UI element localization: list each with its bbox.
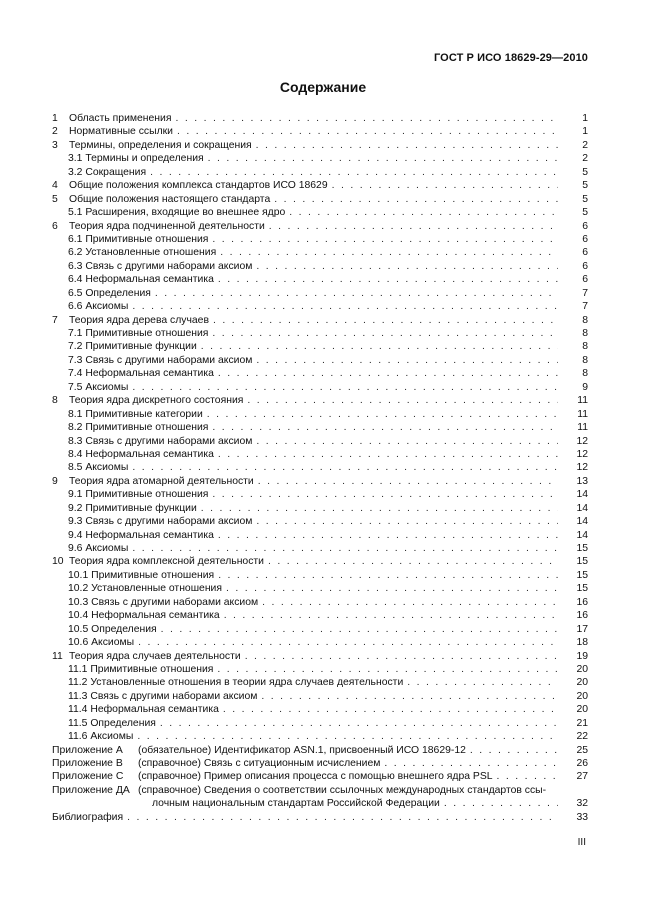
dot-leader: [127, 811, 558, 824]
appendix-title: (справочное) Пример описания процесса с помощью внешнего ядра PSL: [138, 771, 493, 783]
toc-subentry: [52, 152, 588, 165]
section-number: 2: [52, 126, 58, 138]
table-of-contents: [52, 112, 588, 824]
page-ref: 8: [582, 354, 588, 366]
dot-leader: [212, 327, 558, 340]
section-number: 8: [52, 395, 58, 407]
entry-title-line: [52, 811, 558, 824]
entry-title-line: [68, 233, 558, 246]
dot-leader: [268, 555, 558, 568]
toc-subentry: [52, 703, 588, 716]
toc-subentry: [52, 623, 588, 636]
dot-leader: [218, 529, 558, 542]
entry-title: 9.6 Аксиомы: [68, 543, 129, 554]
page-ref: 6: [582, 233, 588, 245]
dot-leader: [150, 166, 558, 179]
page-title: Содержание: [279, 79, 367, 95]
toc-subentry: [52, 529, 588, 542]
toc-subentry: [52, 408, 588, 421]
entry-title-line: [68, 609, 558, 622]
appendix-line-continued: [152, 797, 558, 810]
section-number: 11: [52, 650, 63, 662]
appendix-entry: [52, 744, 588, 757]
toc-subentry: [52, 582, 588, 595]
entry-title: Нормативные ссылки: [69, 126, 173, 138]
page-ref: 15: [576, 556, 588, 568]
appendix-title: (обязательное) Идентификатор ASN.1, присвоенный ИСО 18629-12: [138, 744, 466, 756]
dot-leader: [132, 461, 558, 474]
entry-title-line: [68, 408, 558, 421]
entry-title: 6.2 Установленные отношения: [68, 247, 217, 259]
page-ref: 20: [576, 677, 588, 689]
dot-leader: [218, 569, 558, 582]
toc-subentry: [52, 690, 588, 703]
toc-subentry: [52, 367, 588, 380]
dot-leader: [212, 488, 558, 501]
toc-subentry: [52, 542, 588, 555]
dot-leader: [226, 582, 558, 595]
appendix-entry: [52, 770, 588, 783]
entry-title: 7.2 Примитивные функции: [68, 341, 197, 353]
toc-subentry: [52, 327, 588, 340]
dot-leader: [212, 421, 558, 434]
entry-title-line: [68, 246, 558, 259]
dot-leader: [497, 770, 558, 783]
toc-entry: [52, 125, 588, 138]
entry-title: 11.6 Аксиомы: [68, 731, 134, 743]
page-ref: 5: [582, 166, 588, 178]
page-ref: 14: [576, 489, 588, 501]
entry-title: Теория ядра комплексной деятельности: [69, 556, 264, 568]
page-ref: 11: [577, 395, 588, 407]
dot-leader: [207, 408, 558, 421]
entry-title-line: [69, 555, 558, 568]
entry-title-line: [68, 502, 558, 515]
page-ref: 32: [576, 798, 588, 810]
toc-subentry: [52, 730, 588, 743]
entry-title-line: [68, 421, 558, 434]
page-ref: 2: [582, 153, 588, 165]
entry-title: Общие положения комплекса стандартов ИСО 18629: [69, 180, 328, 192]
entry-title-line: [68, 636, 558, 649]
entry-title-line: [68, 663, 558, 676]
page-ref: 16: [576, 610, 588, 622]
dot-leader: [137, 730, 558, 743]
entry-title: 6.1 Примитивные отношения: [68, 233, 209, 245]
appendix-line: [52, 770, 558, 783]
page-ref: 15: [576, 543, 588, 554]
dot-leader: [247, 394, 558, 407]
entry-title-line: [69, 139, 558, 152]
dot-leader: [175, 112, 558, 125]
dot-leader: [256, 435, 558, 448]
page-ref: 9: [582, 381, 588, 393]
toc-entry: [52, 475, 588, 488]
entry-title: 11.5 Определения: [68, 717, 156, 729]
dot-leader: [224, 609, 558, 622]
entry-title: 11.4 Неформальная семантика: [68, 704, 219, 716]
page-ref: 20: [576, 690, 588, 702]
toc-subentry: [52, 381, 588, 394]
entry-title: 7.1 Примитивные отношения: [68, 328, 209, 339]
entry-title-line: [68, 287, 558, 300]
page-ref: 8: [582, 341, 588, 353]
dot-leader: [212, 233, 558, 246]
dot-leader: [256, 139, 558, 152]
entry-title: 10.1 Примитивные отношения: [68, 569, 215, 581]
toc-entry: [52, 314, 588, 327]
entry-title-line: [69, 394, 558, 407]
page-number: III: [577, 837, 586, 848]
page-ref: 6: [582, 247, 588, 259]
appendix-label: Приложение С: [52, 771, 124, 783]
entry-title-line: [69, 650, 558, 663]
toc-entry: [52, 139, 588, 152]
toc-subentry: [52, 340, 588, 353]
section-number: 7: [52, 314, 58, 326]
dot-leader: [218, 448, 558, 461]
section-number: 5: [52, 193, 58, 205]
section-number: 1: [52, 113, 58, 124]
toc-subentry: [52, 435, 588, 448]
page-ref: 7: [582, 301, 588, 313]
dot-leader: [332, 179, 558, 192]
dot-leader: [217, 663, 558, 676]
appendix-title: (справочное) Связь с ситуационным исчислением: [138, 758, 381, 769]
toc-subentry: [52, 206, 588, 219]
page-ref: 11: [577, 422, 588, 434]
page-ref: 13: [576, 475, 588, 487]
entry-title-line: [68, 273, 558, 286]
appendix-line: [52, 757, 558, 770]
entry-title: 3.2 Сокращения: [68, 166, 147, 178]
page-ref: 1: [582, 126, 588, 138]
dot-leader: [223, 703, 558, 716]
dot-leader: [201, 340, 558, 353]
page-ref: 17: [576, 623, 588, 635]
entry-title: 6.5 Определения: [68, 287, 151, 299]
entry-title: 11.1 Примитивные отношения: [68, 663, 214, 675]
page-ref: 18: [576, 637, 588, 649]
dot-leader: [160, 717, 558, 730]
dot-leader: [256, 260, 558, 273]
page-ref: 27: [576, 771, 588, 783]
page-ref: 6: [582, 260, 588, 272]
page-ref: 8: [582, 368, 588, 380]
entry-title: 10.2 Установленные отношения: [68, 583, 222, 595]
section-number: 10: [52, 556, 64, 568]
entry-title-line: [69, 193, 558, 206]
page-ref: 19: [576, 650, 588, 662]
entry-title: 10.6 Аксиомы: [68, 637, 135, 649]
toc-subentry: [52, 663, 588, 676]
entry-title-line: [69, 125, 558, 138]
section-number: 3: [52, 139, 58, 151]
entry-title-line: [68, 623, 558, 636]
entry-title-line: [68, 300, 558, 313]
dot-leader: [470, 744, 558, 757]
entry-title: 9.4 Неформальная семантика: [68, 529, 214, 541]
dot-leader: [132, 300, 558, 313]
dot-leader: [138, 636, 558, 649]
dot-leader: [213, 314, 558, 327]
entry-title-line: [68, 260, 558, 273]
toc-subentry: [52, 596, 588, 609]
entry-title-line: [68, 582, 558, 595]
toc-subentry: [52, 354, 588, 367]
page-ref: 8: [582, 314, 588, 326]
entry-title-line: [68, 367, 558, 380]
entry-title-line: [69, 314, 558, 327]
dot-leader: [289, 206, 558, 219]
dot-leader: [444, 797, 558, 810]
entry-title-line: [68, 340, 558, 353]
page-ref: 7: [582, 287, 588, 299]
toc-subentry: [52, 287, 588, 300]
entry-title: 9.3 Связь с другими наборами аксиом: [68, 516, 253, 528]
appendix-label: Приложение В: [52, 758, 123, 769]
toc-entry: [52, 650, 588, 663]
toc-entry: [52, 112, 588, 125]
page-ref: 14: [576, 529, 588, 541]
page-ref: 8: [582, 328, 588, 339]
toc-subentry: [52, 166, 588, 179]
page-ref: 11: [577, 408, 588, 420]
page-ref: 20: [576, 704, 588, 716]
dot-leader: [218, 273, 558, 286]
dot-leader: [384, 757, 558, 770]
page-ref: 12: [576, 435, 588, 447]
entry-title: 10.5 Определения: [68, 623, 157, 635]
entry-title: 8.5 Аксиомы: [68, 462, 129, 474]
appendix-label: Приложение А: [52, 744, 123, 756]
entry-title-line: [68, 676, 558, 689]
page-ref: 1: [582, 113, 588, 124]
bibliography-title: Библиография: [52, 811, 124, 823]
dot-leader: [218, 367, 558, 380]
entry-title-line: [68, 717, 558, 730]
entry-title-line: [68, 152, 558, 165]
entry-title: 11.2 Установленные отношения в теории ядра случаев деятельности: [68, 677, 404, 689]
entry-title: 5.1 Расширения, входящие во внешнее ядро: [68, 207, 286, 219]
page-ref: 6: [582, 274, 588, 286]
dot-leader: [245, 650, 558, 663]
entry-title: Область применения: [69, 113, 172, 124]
dot-leader: [161, 623, 558, 636]
dot-leader: [256, 354, 558, 367]
dot-leader: [220, 246, 558, 259]
dot-leader: [132, 542, 558, 555]
toc-subentry: [52, 421, 588, 434]
page-ref: 2: [582, 139, 588, 151]
entry-title: Теория ядра дерева случаев: [69, 314, 209, 326]
toc-subentry: [52, 246, 588, 259]
page-ref: 21: [576, 717, 588, 729]
entry-title: 10.3 Связь с другими наборами аксиом: [68, 596, 259, 608]
entry-title-line: [68, 542, 558, 555]
page-ref: 14: [576, 502, 588, 514]
page-ref: 15: [576, 583, 588, 595]
entry-title: Теория ядра дискретного состояния: [69, 395, 244, 407]
toc-entry: [52, 193, 588, 206]
page-ref: 15: [576, 569, 588, 581]
entry-title: 6.4 Неформальная семантика: [68, 274, 214, 286]
entry-title-line: [68, 448, 558, 461]
entry-title-line: [68, 206, 558, 219]
toc-subentry: [52, 488, 588, 501]
entry-title-line: [68, 569, 558, 582]
page-ref: 6: [582, 220, 588, 232]
entry-title-line: [68, 166, 558, 179]
page-ref: 5: [582, 207, 588, 219]
entry-title-line: [68, 730, 558, 743]
toc-subentry: [52, 448, 588, 461]
toc-entry: [52, 179, 588, 192]
dot-leader: [407, 676, 558, 689]
page-ref: 25: [576, 744, 588, 756]
toc-subentry: [52, 273, 588, 286]
entry-title: Общие положения настоящего стандарта: [69, 193, 271, 205]
entry-title-line: [68, 515, 558, 528]
entry-title-line: [68, 381, 558, 394]
toc-subentry: [52, 717, 588, 730]
page-ref: 26: [576, 758, 588, 769]
toc-subentry: [52, 636, 588, 649]
section-number: 4: [52, 180, 58, 192]
entry-title: 7.5 Аксиомы: [68, 381, 129, 393]
dot-leader: [274, 193, 558, 206]
dot-leader: [258, 475, 558, 488]
toc-subentry: [52, 233, 588, 246]
toc-subentry: [52, 609, 588, 622]
section-number: 9: [52, 475, 58, 487]
entry-title: 6.6 Аксиомы: [68, 301, 129, 313]
page-ref: 12: [576, 448, 588, 460]
entry-title: 9.2 Примитивные функции: [68, 502, 197, 514]
dot-leader: [177, 125, 558, 138]
appendix-title-cont: лочным национальным стандартам Российской Федерации: [152, 798, 440, 810]
entry-title-line: [69, 475, 558, 488]
entry-title: 3.1 Термины и определения: [68, 153, 204, 165]
entry-title: Теория ядра подчиненной деятельности: [69, 220, 265, 232]
entry-title: 11.3 Связь с другими наборами аксиом: [68, 690, 258, 702]
entry-title: Теория ядра атомарной деятельности: [69, 475, 254, 487]
page-ref: 5: [582, 180, 588, 192]
entry-title-line: [68, 327, 558, 340]
entry-title-line: [68, 596, 558, 609]
toc-entry: [52, 555, 588, 568]
dot-leader: [208, 152, 558, 165]
entry-title: 8.1 Примитивные категории: [68, 408, 203, 420]
dot-leader: [155, 287, 558, 300]
entry-title: 7.3 Связь с другими наборами аксиом: [68, 354, 253, 366]
toc-subentry: [52, 676, 588, 689]
entry-title: 6.3 Связь с другими наборами аксиом: [68, 260, 253, 272]
page-ref: 14: [576, 516, 588, 528]
dot-leader: [262, 596, 558, 609]
appendix-label: Приложение ДА: [52, 784, 130, 796]
page-ref: 33: [576, 811, 588, 823]
dot-leader: [256, 515, 558, 528]
standard-designation: ГОСТ Р ИСО 18629-29—2010: [433, 52, 588, 64]
entry-title: 8.4 Неформальная семантика: [68, 448, 214, 460]
entry-title: 8.2 Примитивные отношения: [68, 422, 209, 434]
entry-title-line: [68, 703, 558, 716]
page-ref: 16: [576, 596, 588, 608]
entry-title: 10.4 Неформальная семантика: [68, 610, 220, 622]
toc-entry: [52, 394, 588, 407]
page-ref: 22: [576, 731, 588, 743]
page-ref: 5: [582, 193, 588, 205]
entry-title-line: [68, 529, 558, 542]
toc-subentry: [52, 300, 588, 313]
page-ref: 12: [576, 462, 588, 474]
toc-subentry: [52, 260, 588, 273]
toc-subentry: [52, 515, 588, 528]
bibliography-entry: [52, 811, 588, 824]
entry-title-line: [69, 112, 558, 125]
entry-title: Термины, определения и сокращения: [69, 139, 252, 151]
dot-leader: [201, 502, 558, 515]
entry-title-line: [68, 690, 558, 703]
appendix-entry: [52, 784, 588, 811]
toc-subentry: [52, 461, 588, 474]
entry-title-line: [69, 220, 558, 233]
page-ref: 20: [576, 663, 588, 675]
appendix-line: [52, 744, 558, 757]
dot-leader: [261, 690, 558, 703]
appendix-entry: [52, 757, 588, 770]
entry-title-line: [68, 488, 558, 501]
entry-title: 9.1 Примитивные отношения: [68, 489, 209, 501]
toc-entry: [52, 220, 588, 233]
entry-title-line: [68, 435, 558, 448]
appendix-title: (справочное) Сведения о соответствии ссылочных международных стандартов ссы-: [138, 784, 547, 796]
dot-leader: [269, 220, 558, 233]
entry-title: 8.3 Связь с другими наборами аксиом: [68, 435, 253, 447]
entry-title: 7.4 Неформальная семантика: [68, 368, 214, 380]
entry-title-line: [68, 354, 558, 367]
appendix-line: [52, 784, 558, 797]
dot-leader: [132, 381, 558, 394]
entry-title: Теория ядра случаев деятельности: [69, 650, 241, 662]
section-number: 6: [52, 220, 58, 232]
entry-title-line: [68, 461, 558, 474]
toc-subentry: [52, 502, 588, 515]
entry-title-line: [69, 179, 558, 192]
toc-subentry: [52, 569, 588, 582]
